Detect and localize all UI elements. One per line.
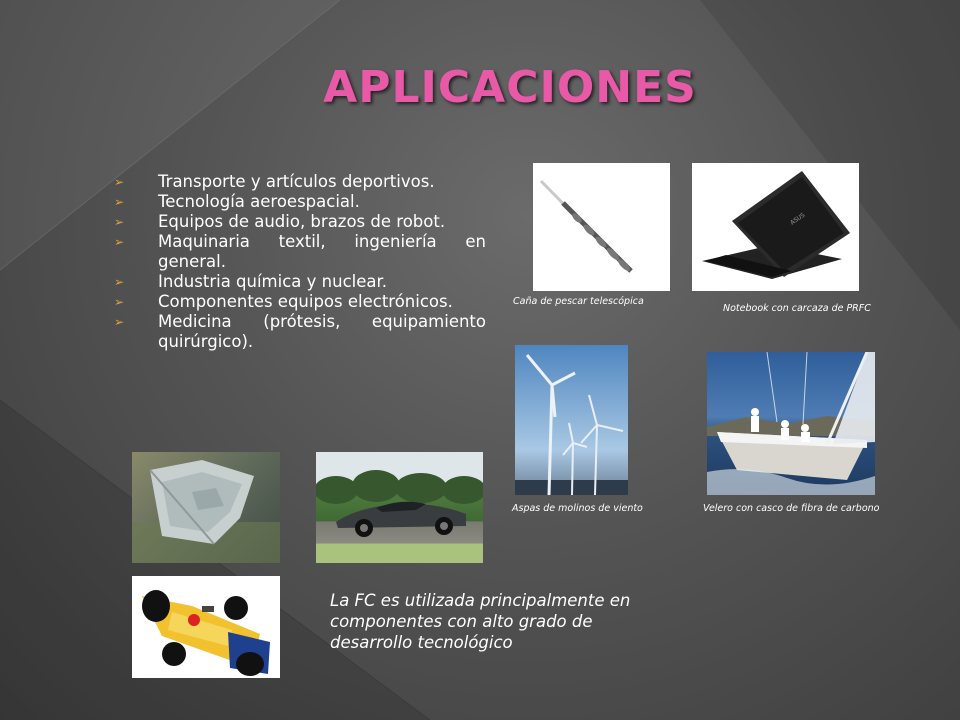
sailboat-caption: Velero con casco de fibra de carbono — [703, 503, 880, 514]
wind-turbines-photo — [515, 345, 628, 495]
list-item: ➢ Transporte y artículos deportivos. — [114, 172, 435, 191]
fishing-rod-photo — [533, 163, 670, 291]
aircraft-photo — [132, 452, 280, 563]
list-item: ➢ Componentes equipos electrónicos. — [114, 292, 453, 311]
list-item: ➢ Medicina (prótesis, equipamiento quirúrgico). — [114, 312, 486, 351]
list-item: ➢ Equipos de audio, brazos de robot. — [114, 212, 446, 231]
bullet-arrow-icon: ➢ — [114, 295, 125, 309]
sports-car-photo — [316, 452, 483, 563]
wind-turbines-caption: Aspas de molinos de viento — [512, 503, 643, 514]
notebook-caption: Notebook con carcaza de PRFC — [723, 303, 871, 314]
f1-car-photo — [132, 576, 280, 678]
carbon-fiber-note: La FC es utilizada principalmente en componentes con alto grado de desarrollo tecnológico — [330, 591, 631, 652]
list-item: ➢ Maquinaria textil, ingeniería en general. — [114, 232, 486, 271]
list-item: ➢ Industria química y nuclear. — [114, 272, 388, 291]
slide-title: APLICACIONES — [323, 62, 697, 113]
fishing-rod-caption: Caña de pescar telescópica — [513, 296, 644, 307]
svg-text:ASUS: ASUS — [789, 211, 807, 227]
bullet-arrow-icon: ➢ — [114, 175, 125, 189]
bullet-arrow-icon: ➢ — [114, 315, 125, 329]
list-item: ➢ Tecnología aeroespacial. — [114, 192, 360, 211]
bullet-arrow-icon: ➢ — [114, 195, 125, 209]
applications-list — [112, 172, 486, 352]
bullet-arrow-icon: ➢ — [114, 235, 125, 249]
bullet-arrow-icon: ➢ — [114, 275, 125, 289]
sailboat-photo — [707, 352, 875, 495]
notebook-photo — [692, 163, 859, 291]
bullet-arrow-icon: ➢ — [114, 215, 125, 229]
